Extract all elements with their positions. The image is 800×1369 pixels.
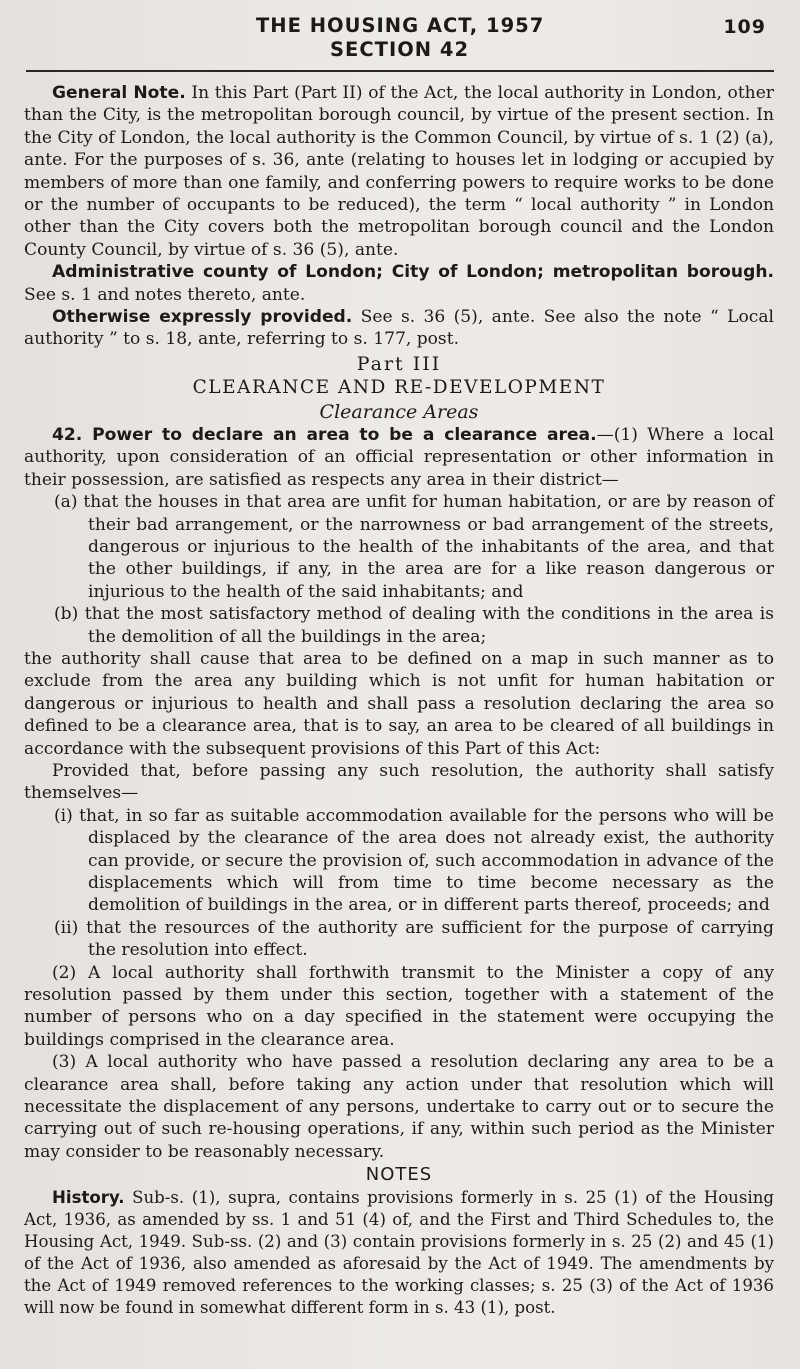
otherwise-note-text: See s. 36 (5), ante. See also the note “ Local authority ” to s. 18, ante, referring to s. 177, post. bbox=[24, 307, 774, 350]
general-note-heading: General Note. bbox=[52, 83, 186, 103]
section-continuation: the authority shall cause that area to be defined on a map in such manner as to exclude from the area any building which is not unfit for human habitation or dangerous or injurious to health and shall pass a resolution declaring the area so defined to be a clearance area, that is to say, an area to be cleared of all buildings in accordance with the subsequent provisions of this Part of this Act: bbox=[24, 648, 774, 759]
part-subtitle: Clearance Areas bbox=[319, 400, 479, 423]
history-note bbox=[24, 1187, 774, 1319]
paragraph-b: (b) that the most satisfactory method of dealing with the conditions in the area is the demolition of all the buildings in the area; bbox=[54, 604, 774, 647]
history-text: Sub-s. (1), supra, contains provisions formerly in s. 25 (1) of the Housing Act, 1936, as amended by ss. 1 and 51 (4) of, and the First and Third Schedules to, the Housing Act, 1949. Sub-ss. (2) and (3) contain provisions formerly in s. 25 (2) and 45 (1) of the Act of 1936, also amended as aforesaid by the Act of 1949. The amendments by the Act of 1949 removed references to the working classes; s. 25 (3) of the Act of 1936 will now be found in somewhat different form in s. 43 (1), post. bbox=[24, 1188, 774, 1318]
section-title: SECTION 42 bbox=[330, 38, 470, 61]
otherwise-note-heading: Otherwise expressly provided. bbox=[52, 307, 353, 328]
subsection-2: (2) A local authority shall forthwith transmit to the Minister a copy of any resolution passed by them under this section, together with a statement of the number of persons who on a day specified in the statement were occupying the buildings comprised in the clearance area. bbox=[24, 962, 774, 1050]
page-number: 109 bbox=[723, 16, 766, 38]
general-note bbox=[24, 82, 774, 261]
paragraph-i: (i) that, in so far as suitable accommodation available for the persons who will be displaced by the clearance of the area does not already exist, the authority can provide, or secure the provision of, such accommodation in advance of the displacements which will from time to time become necessary as the demolition of buildings in the area, or in different parts thereof, proceeds; and bbox=[54, 805, 774, 916]
admin-note-heading: Administrative county of London; City of London; metropolitan borough. bbox=[52, 262, 774, 283]
part-title: CLEARANCE AND RE-DEVELOPMENT bbox=[192, 376, 606, 398]
proviso: Provided that, before passing any such resolution, the authority shall satisfy themselves— bbox=[24, 760, 774, 804]
admin-note-text: See s. 1 and notes thereto, ante. bbox=[24, 284, 306, 305]
paragraph-a: (a) that the houses in that area are unfit for human habitation, or are by reason of their bad arrangement, or the narrowness or bad arrangement of the streets, dangerous or injurious to the health of the inhabitants of the area, and that the other buildings, if any, in the area are for a like reason dangerous or injurious to the health of the said inhabitants; and bbox=[54, 492, 774, 602]
otherwise-note bbox=[24, 306, 774, 351]
notes-heading: NOTES bbox=[365, 1164, 433, 1186]
header-rule bbox=[26, 70, 774, 72]
paragraph-ii: (ii) that the resources of the authority are sufficient for the purpose of carrying the resolution into effect. bbox=[54, 917, 774, 961]
admin-note bbox=[24, 261, 774, 306]
subsection-3: (3) A local authority who have passed a resolution declaring any area to be a clearance area shall, before taking any action under that resolution which will necessitate the displacement of any persons, undertake to carry out or to secure the carrying out of such re-housing operations, if any, within such period as the Minister may consider to be reasonably necessary. bbox=[24, 1052, 774, 1162]
part-number: Part III bbox=[356, 352, 442, 375]
section-heading: Power to declare an area to be a clearance area. bbox=[82, 424, 597, 445]
section-number: 42. bbox=[52, 424, 83, 445]
running-title: THE HOUSING ACT, 1957 bbox=[256, 14, 545, 37]
general-note-text: In this Part (Part II) of the Act, the local authority in London, other than the City, is the metropolitan borough council, by virtue of the present section. In the City of London, the local authority is the Common Council, by virtue of s. 1 (2) (a), ante. For the purposes of s. 36, ante (relating to houses let in lodging or accupied by members of more than one family, and conferring powers to require works to be done or the number of occupants to be reduced), the term “ local authority ” in London other than the City covers both the metropolitan borough council and the London County Council, by virtue of s. 36 (5), ante. bbox=[24, 83, 774, 260]
section-intro bbox=[24, 424, 774, 491]
section-intro-text: —(1) Where a local authority, upon consideration of an official representation or other information in their possession, are satisfied as respects any area in their district— bbox=[24, 424, 774, 490]
page-header bbox=[24, 14, 774, 62]
history-heading: History. bbox=[52, 1188, 125, 1208]
